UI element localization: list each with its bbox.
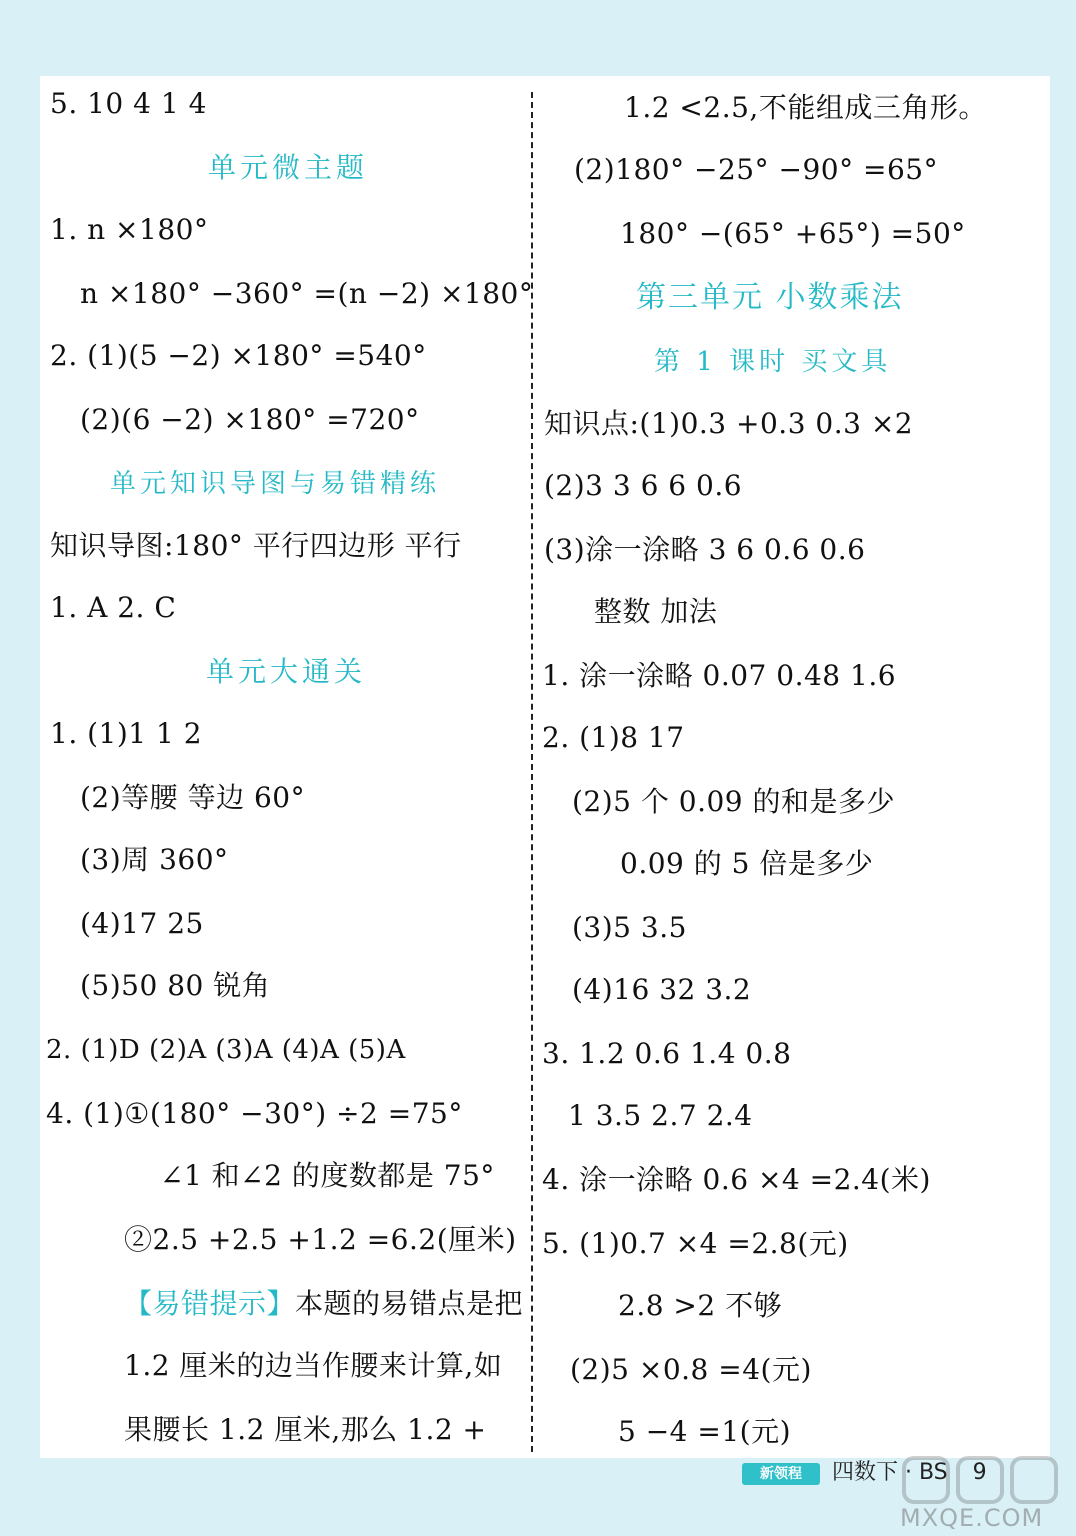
- watermark-text: MXQE.COM: [900, 1504, 1044, 1532]
- answer-line: 0.09 的 5 倍是多少: [620, 847, 874, 880]
- error-tip-line: [124, 1286, 523, 1322]
- answer-line: 1. (1)1 1 2: [50, 717, 203, 750]
- answer-line: ②2.5 +2.5 +1.2 =6.2(厘米): [124, 1223, 517, 1256]
- answer-line: (3)5 3.5: [572, 911, 687, 944]
- answer-line: 180° −(65° +65°) =50°: [620, 217, 966, 250]
- answer-line: 2.8 >2 不够: [618, 1289, 783, 1322]
- answer-line: ∠1 和∠2 的度数都是 75°: [160, 1159, 495, 1192]
- book-title: 四数下 · BS: [832, 1460, 948, 1485]
- answer-line: 知识导图:180° 平行四边形 平行: [50, 529, 462, 562]
- answer-line: 5. (1)0.7 ×4 =2.8(元): [542, 1227, 849, 1260]
- answer-line: 2. (1)8 17: [542, 721, 685, 754]
- answer-line: (5)50 80 锐角: [80, 969, 271, 1002]
- answer-line: (2)5 个 0.09 的和是多少: [572, 785, 896, 818]
- answer-line: 1. n ×180°: [50, 213, 209, 246]
- page-border-top: [0, 0, 1076, 76]
- answer-line: (2)3 3 6 6 0.6: [544, 469, 743, 502]
- answer-line: (3)涂一涂略 3 6 0.6 0.6: [544, 533, 866, 566]
- answer-line: (2)(6 −2) ×180° =720°: [80, 403, 420, 436]
- answer-line: (4)16 32 3.2: [572, 973, 752, 1006]
- answer-line: (2)180° −25° −90° =65°: [574, 153, 939, 186]
- unit-heading: 第三单元 小数乘法: [636, 280, 904, 315]
- section-heading: 单元微主题: [208, 151, 369, 184]
- answer-line: (2)等腰 等边 60°: [80, 781, 306, 814]
- answer-line: (3)周 360°: [80, 843, 229, 876]
- answer-line: 1.2 厘米的边当作腰来计算,如: [124, 1349, 503, 1382]
- answer-line: 3. 1.2 0.6 1.4 0.8: [542, 1037, 792, 1070]
- answer-line: 4. 涂一涂略 0.6 ×4 =2.4(米): [542, 1163, 931, 1196]
- page-number: 9: [972, 1460, 987, 1485]
- answer-line: 2. (1)D (2)A (3)A (4)A (5)A: [46, 1035, 406, 1065]
- answer-line: 2. (1)(5 −2) ×180° =540°: [50, 339, 427, 372]
- section-heading: 单元大通关: [206, 655, 367, 688]
- page-border-left: [0, 0, 40, 1536]
- section-heading: 单元知识导图与易错精练: [110, 469, 441, 499]
- error-tip-label: 【易错提示】: [124, 1287, 296, 1320]
- answer-line: 1. 涂一涂略 0.07 0.48 1.6: [542, 659, 897, 692]
- answer-line: 1.2 <2.5,不能组成三角形。: [624, 91, 987, 124]
- answer-line: (2)5 ×0.8 =4(元): [570, 1353, 812, 1386]
- lesson-heading: 第 1 课时 买文具: [654, 347, 892, 377]
- answer-line: 5 −4 =1(元): [618, 1415, 792, 1448]
- page-border-right: [1050, 0, 1076, 1536]
- answer-line: 果腰长 1.2 厘米,那么 1.2 +: [124, 1413, 487, 1446]
- publisher-badge: 新领程: [742, 1463, 820, 1485]
- answer-line: (4)17 25: [80, 907, 204, 940]
- answer-line: 整数 加法: [594, 595, 718, 628]
- answer-line: 4. (1)①(180° −30°) ÷2 =75°: [46, 1097, 463, 1130]
- answer-line: 5. 10 4 1 4: [50, 87, 207, 120]
- answer-line: n ×180° −360° =(n −2) ×180°: [80, 277, 534, 310]
- answer-line: 1 3.5 2.7 2.4: [568, 1099, 753, 1132]
- answer-line: 1. A 2. C: [50, 591, 177, 624]
- answer-line: 知识点:(1)0.3 +0.3 0.3 ×2: [544, 407, 914, 440]
- error-tip-text: 本题的易错点是把: [295, 1287, 524, 1320]
